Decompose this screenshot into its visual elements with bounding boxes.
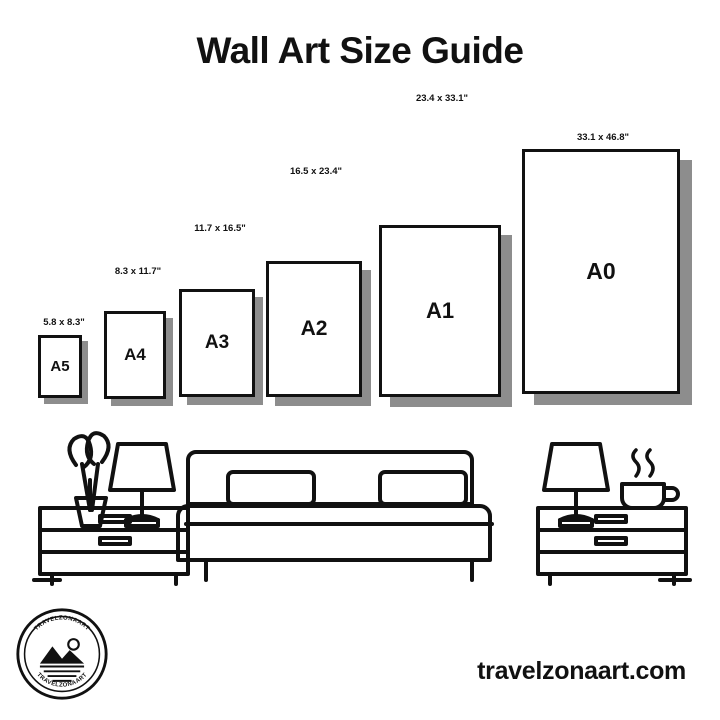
frame-label-a2: A2: [300, 317, 328, 340]
frame-box-a0[interactable]: [522, 149, 680, 394]
logo-mark-icon: [14, 606, 110, 702]
frame-label-a1: A1: [425, 298, 455, 323]
frame-box-a1[interactable]: [379, 225, 501, 397]
frame-label-a0: A0: [586, 258, 616, 284]
frame-size-row: [0, 93, 720, 408]
website-url[interactable]: travelzonaart.com: [477, 657, 686, 685]
frame-label-a3: A3: [204, 332, 230, 353]
logo-text-bottom: TRAVELZONAART: [35, 672, 89, 689]
frame-dimensions-a0: 33.1 x 46.8": [576, 132, 630, 143]
coffee-cup: [622, 450, 678, 508]
page-title: Wall Art Size Guide: [196, 30, 524, 71]
frame-dimensions-a3: 11.7 x 16.5": [194, 223, 246, 234]
frame-group-a0: [512, 132, 694, 408]
left-table-lamp: [110, 444, 174, 526]
right-table-lamp: [544, 444, 608, 526]
bedroom-illustration: [0, 380, 720, 605]
frame-dimensions-a2: 16.5 x 23.4": [289, 166, 343, 177]
frame-box-a2[interactable]: [266, 261, 362, 397]
frame-dimensions-a1: 23.4 x 33.1": [415, 93, 469, 104]
logo-text-top: TRAVELZONAART: [33, 615, 91, 633]
bedroom-scene: [0, 380, 720, 605]
plant-vase: [69, 433, 108, 526]
frame-dimensions-a5: 5.8 x 8.3": [43, 317, 85, 328]
frame-label-a5: A5: [50, 358, 70, 375]
bed: [178, 452, 492, 580]
left-nightstand: [40, 508, 188, 584]
frame-label-a4: A4: [124, 345, 146, 364]
frame-dimensions-a4: 8.3 x 11.7": [114, 266, 162, 277]
brand-logo[interactable]: [14, 606, 110, 702]
